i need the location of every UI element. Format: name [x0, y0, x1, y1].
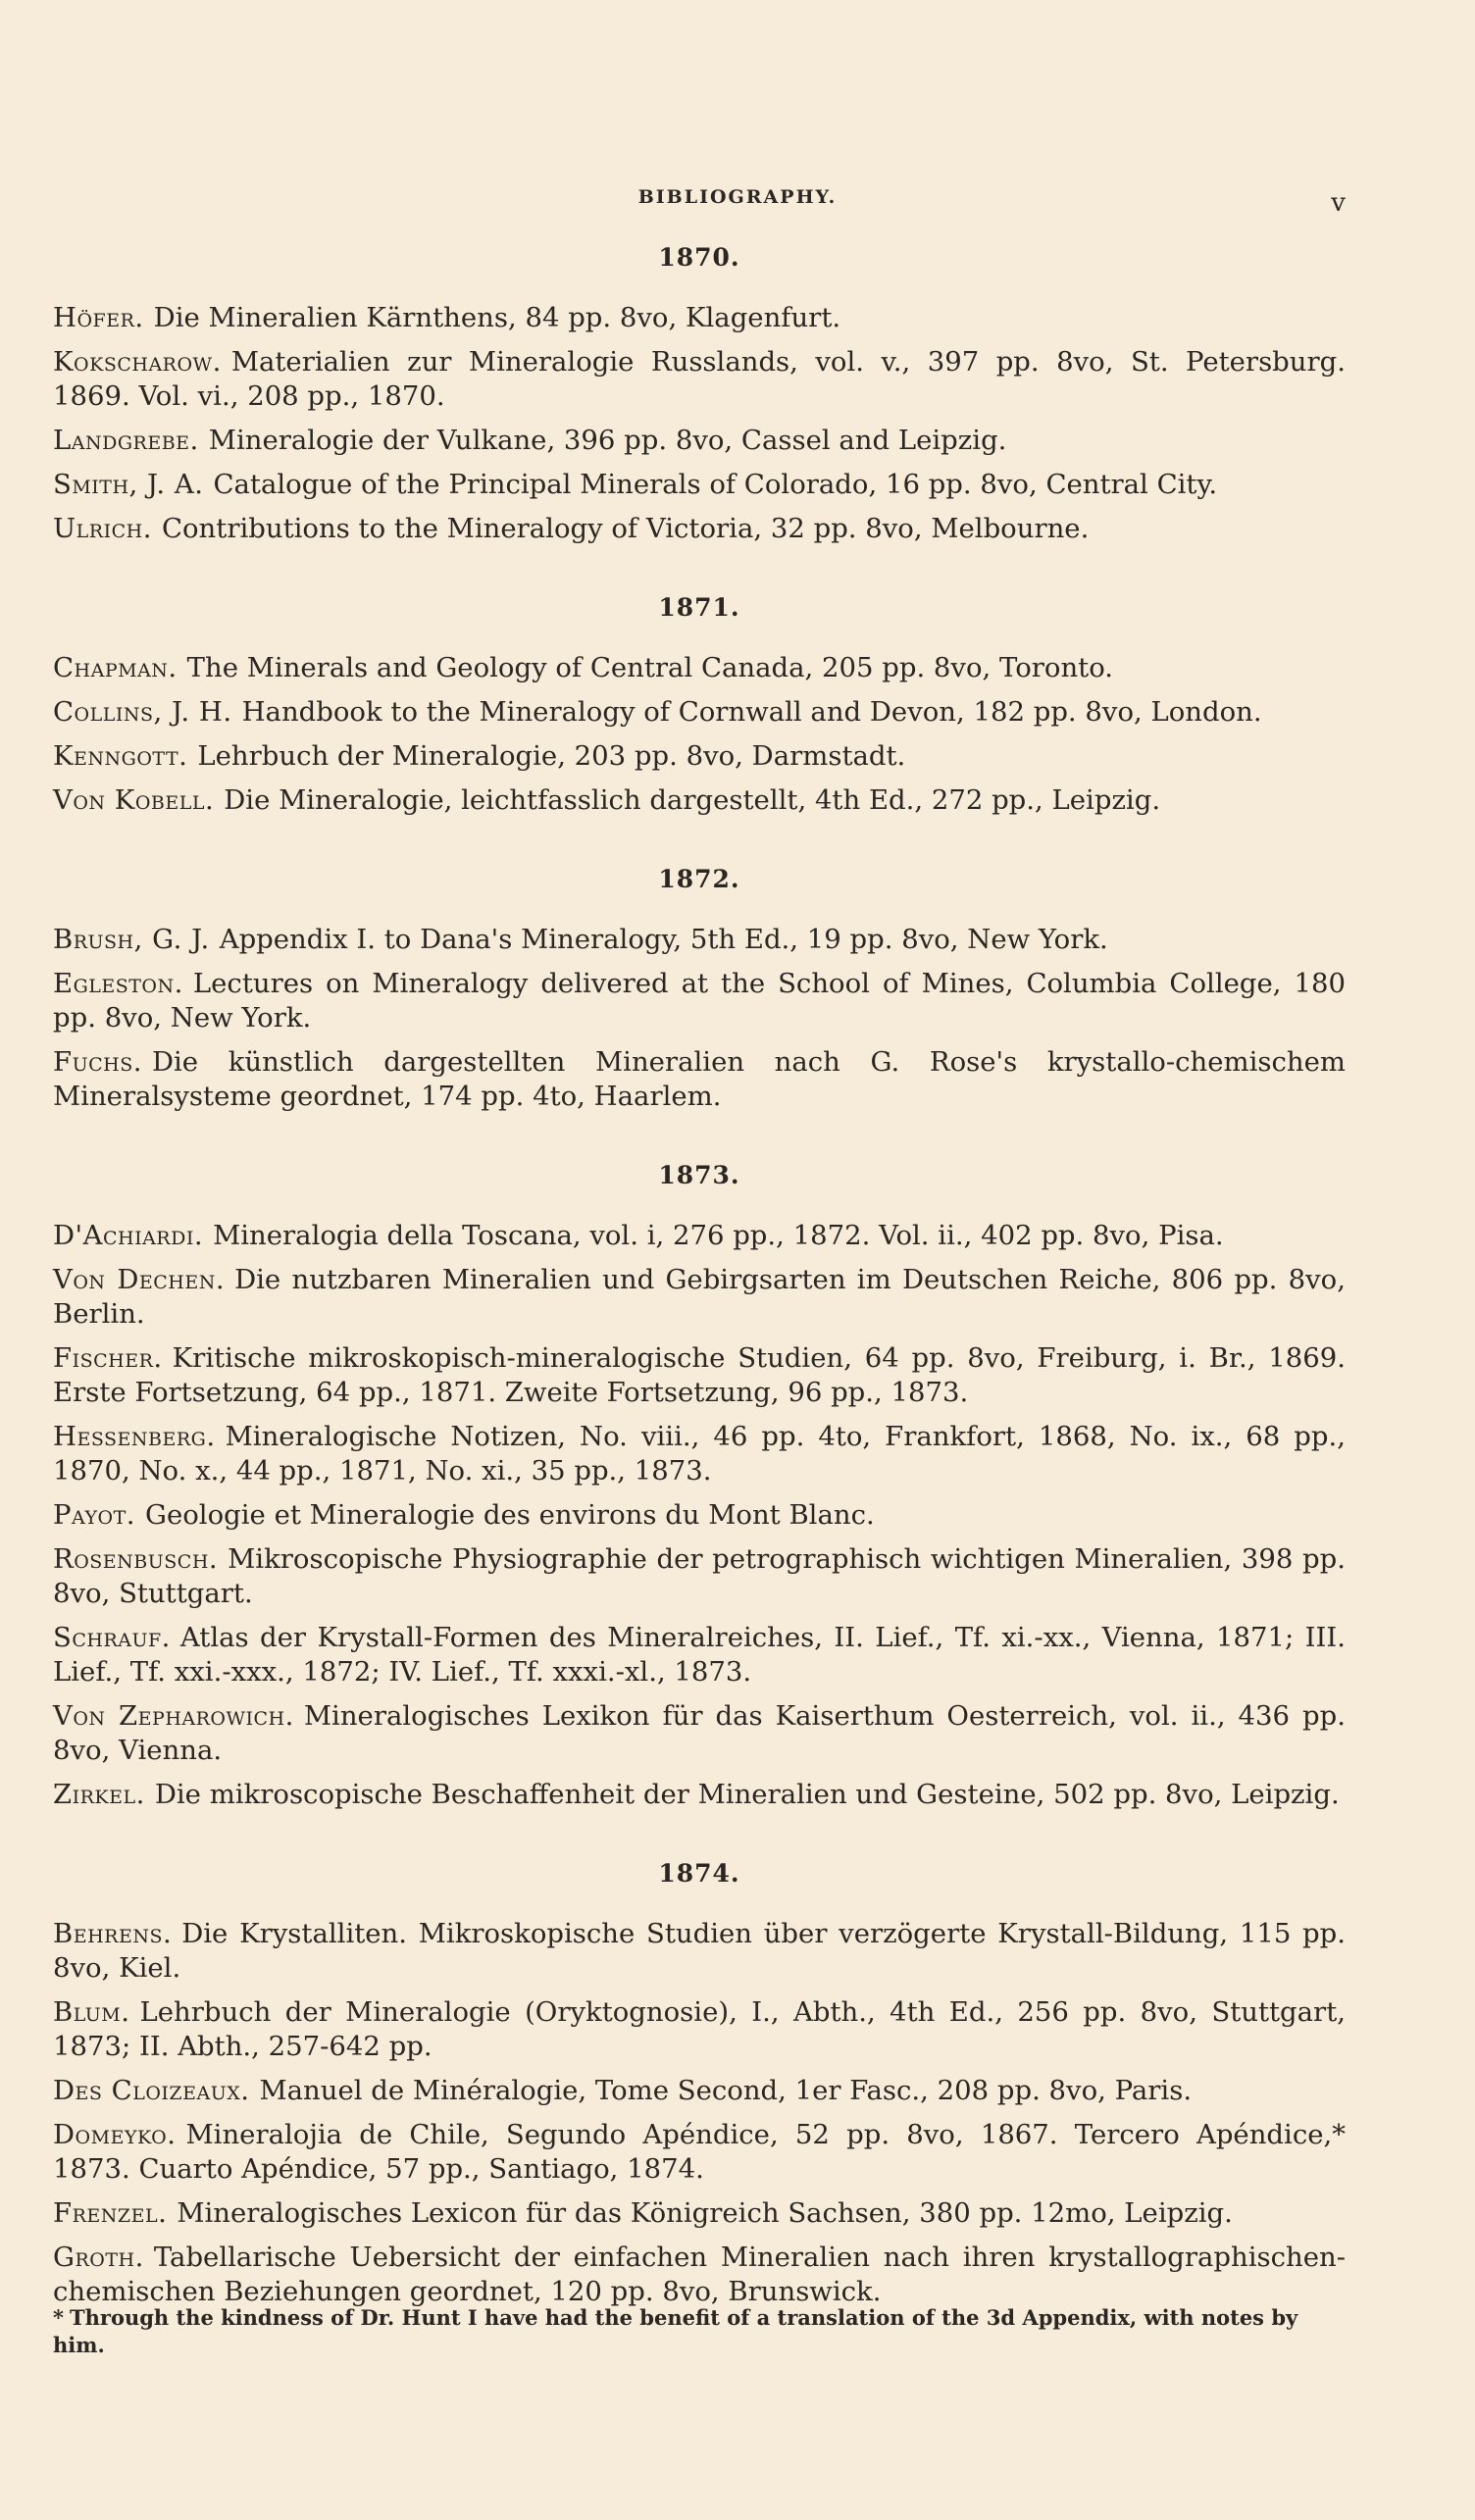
bibliography-entry — [53, 2241, 1346, 2309]
entry-text: Tabellarische Uebersicht der einfachen Mineralien nach ihren krystallographischen-chemischen Beziehungen geordnet, 120 pp. 8vo, Brunswick. — [53, 2242, 1346, 2307]
entry-author: Des Cloizeaux. — [53, 2075, 250, 2106]
bibliography-entry — [53, 301, 1346, 335]
running-head — [0, 182, 1475, 218]
year-section — [53, 593, 1346, 818]
entry-author: Chapman. — [53, 652, 178, 683]
footnote — [53, 2304, 1346, 2359]
bibliography-entry — [53, 2118, 1346, 2187]
bibliography-entry — [53, 1263, 1346, 1332]
entry-text: Lehrbuch der Mineralogie (Oryktognosie), I., Abth., 4th Ed., 256 pp. 8vo, Stuttgart, 1873; II. Abth., 257-642 pp. — [53, 1996, 1346, 2062]
entry-text: Manuel de Minéralogie, Tome Second, 1er Fasc., 208 pp. 8vo, Paris. — [259, 2075, 1193, 2106]
entry-author: Behrens. — [53, 1918, 173, 1949]
year-section — [53, 1859, 1346, 2309]
entry-author: Zirkel. — [53, 1779, 145, 1810]
entry-text: Mineralojia de Chile, Segundo Apéndice, 52 pp. 8vo, 1867. Tercero Apéndice,* 1873. Cuarto Apéndice, 57 pp., Santiago, 1874. — [53, 2119, 1346, 2185]
bibliography-entry — [53, 1420, 1346, 1488]
entry-text: Handbook to the Mineralogy of Cornwall and Devon, 182 pp. 8vo, London. — [241, 696, 1262, 728]
entry-author: Von Kobell. — [53, 784, 215, 816]
entry-text: Mikroscopische Physiographie der petrographisch wichtigen Mineralien, 398 pp. 8vo, Stuttgart. — [53, 1543, 1346, 1609]
entry-text: Die künstlich dargestellten Mineralien nach G. Rose's krystallo-chemischem Mineralsysteme geordnet, 174 pp. 4to, Haarlem. — [53, 1046, 1346, 1112]
year-heading: 1872. — [658, 865, 740, 893]
entry-author: Groth. — [53, 2242, 144, 2273]
entry-text: Geologie et Mineralogie des environs du Mont Blanc. — [145, 1499, 875, 1531]
running-title: BIBLIOGRAPHY. — [637, 186, 838, 208]
year-heading: 1870. — [658, 243, 740, 272]
bibliography-entry — [53, 1341, 1346, 1410]
entry-text: Die mikroscopische Beschaffenheit der Mineralien und Gesteine, 502 pp. 8vo, Leipzig. — [154, 1779, 1340, 1810]
bibliography-entry — [53, 1542, 1346, 1611]
entry-author: Fischer. — [53, 1342, 163, 1374]
year-section — [53, 865, 1346, 1114]
entry-text: The Minerals and Geology of Central Canada, 205 pp. 8vo, Toronto. — [186, 652, 1114, 683]
entry-author: Hessenberg. — [53, 1421, 216, 1452]
entry-text: Materialien zur Mineralogie Russlands, vol. v., 397 pp. 8vo, St. Petersburg. 1869. Vol. vi., 208 pp., 1870. — [53, 346, 1346, 412]
bibliography-entry — [53, 1621, 1346, 1689]
year-section — [53, 243, 1346, 546]
bibliography-entry — [53, 783, 1346, 818]
bibliography-entry — [53, 695, 1346, 730]
entry-text: Mineralogisches Lexikon für das Kaiserthum Oesterreich, vol. ii., 436 pp. 8vo, Vienna. — [53, 1700, 1346, 1766]
year-heading: 1874. — [658, 1859, 740, 1888]
entry-author: Frenzel. — [53, 2197, 168, 2229]
entry-text: Die Krystalliten. Mikroskopische Studien über verzögerte Krystall-Bildung, 115 pp. 8vo, Kiel. — [53, 1918, 1346, 1984]
bibliography-entry — [53, 967, 1346, 1035]
entry-author: Brush, G. J. — [53, 924, 210, 955]
entry-author: Ulrich. — [53, 513, 152, 544]
entry-text: Contributions to the Mineralogy of Victoria, 32 pp. 8vo, Melbourne. — [161, 513, 1090, 544]
entry-author: Von Dechen. — [53, 1264, 226, 1295]
entry-text: Mineralogia della Toscana, vol. i, 276 pp., 1872. Vol. ii., 402 pp. 8vo, Pisa. — [213, 1220, 1224, 1251]
entry-author: Kenngott. — [53, 740, 188, 772]
year-heading: 1873. — [658, 1161, 740, 1189]
entry-author: Payot. — [53, 1499, 135, 1531]
bibliography-entry — [53, 1219, 1346, 1253]
bibliography-entry — [53, 1995, 1346, 2064]
bibliography-body — [53, 237, 1346, 2356]
entry-text: Lectures on Mineralogy delivered at the School of Mines, Columbia College, 180 pp. 8vo, New York. — [53, 968, 1346, 1033]
entry-text: Mineralogie der Vulkane, 396 pp. 8vo, Cassel and Leipzig. — [208, 425, 1007, 456]
entry-author: D'Achiardi. — [53, 1220, 204, 1251]
entry-author: Fuchs. — [53, 1046, 142, 1078]
entry-author: Domeyko. — [53, 2119, 177, 2150]
year-section — [53, 1161, 1346, 1812]
entry-text: Die Mineralien Kärnthens, 84 pp. 8vo, Klagenfurt. — [153, 302, 841, 333]
bibliography-entry — [53, 2074, 1346, 2108]
entry-text: Kritische mikroskopisch-mineralogische Studien, 64 pp. 8vo, Freiburg, i. Br., 1869. Erste Fortsetzung, 64 pp., 1871. Zweite Fortsetzung, 96 pp., 1873. — [53, 1342, 1346, 1408]
entry-text: Atlas der Krystall-Formen des Mineralreiches, II. Lief., Tf. xi.-xx., Vienna, 1871; III. Lief., Tf. xxi.-xxx., 1872; IV. Lief., Tf. xxxi.-xl., 1873. — [53, 1622, 1346, 1688]
entry-text: Die nutzbaren Mineralien und Gebirgsarten im Deutschen Reiche, 806 pp. 8vo, Berlin. — [53, 1264, 1346, 1330]
entry-author: Höfer. — [53, 302, 144, 333]
entry-author: Landgrebe. — [53, 425, 199, 456]
bibliography-entry — [53, 2196, 1346, 2231]
entry-text: Die Mineralogie, leichtfasslich dargestellt, 4th Ed., 272 pp., Leipzig. — [224, 784, 1161, 816]
year-heading: 1871. — [658, 593, 740, 622]
bibliography-entry — [53, 1498, 1346, 1533]
entry-text: Lehrbuch der Mineralogie, 203 pp. 8vo, Darmstadt. — [197, 740, 906, 772]
bibliography-entry — [53, 923, 1346, 957]
entry-text: Mineralogische Notizen, No. viii., 46 pp. 4to, Frankfort, 1868, No. ix., 68 pp., 1870, No. x., 44 pp., 1871, No. xi., 35 pp., 1873. — [53, 1421, 1346, 1487]
footnote-mark: * — [53, 2305, 64, 2330]
bibliography-entry — [53, 345, 1346, 414]
footnote-text: Through the kindness of Dr. Hunt I have had the benefit of a translation of the 3d Appendix, with notes by him. — [53, 2305, 1298, 2357]
bibliography-entry — [53, 739, 1346, 774]
bibliography-entry — [53, 1778, 1346, 1812]
entry-author: Kokscharow. — [53, 346, 222, 378]
bibliography-entry — [53, 1699, 1346, 1768]
entry-author: Smith, J. A. — [53, 469, 204, 500]
entry-author: Von Zepharowich. — [53, 1700, 294, 1732]
entry-text: Catalogue of the Principal Minerals of Colorado, 16 pp. 8vo, Central City. — [213, 469, 1218, 500]
entry-author: Rosenbusch. — [53, 1543, 219, 1575]
entry-author: Collins, J. H. — [53, 696, 232, 728]
bibliography-entry — [53, 1045, 1346, 1114]
entry-author: Schrauf. — [53, 1622, 171, 1653]
bibliography-entry — [53, 512, 1346, 546]
bibliography-entry — [53, 651, 1346, 685]
entry-author: Egleston. — [53, 968, 183, 999]
bibliography-entry — [53, 1917, 1346, 1986]
entry-text: Appendix I. to Dana's Mineralogy, 5th Ed., 19 pp. 8vo, New York. — [219, 924, 1108, 955]
entry-author: Blum. — [53, 1996, 130, 2028]
bibliography-entry — [53, 424, 1346, 458]
entry-text: Mineralogisches Lexicon für das Königreich Sachsen, 380 pp. 12mo, Leipzig. — [177, 2197, 1233, 2229]
bibliography-entry — [53, 468, 1346, 502]
page-number: v — [1331, 188, 1346, 218]
